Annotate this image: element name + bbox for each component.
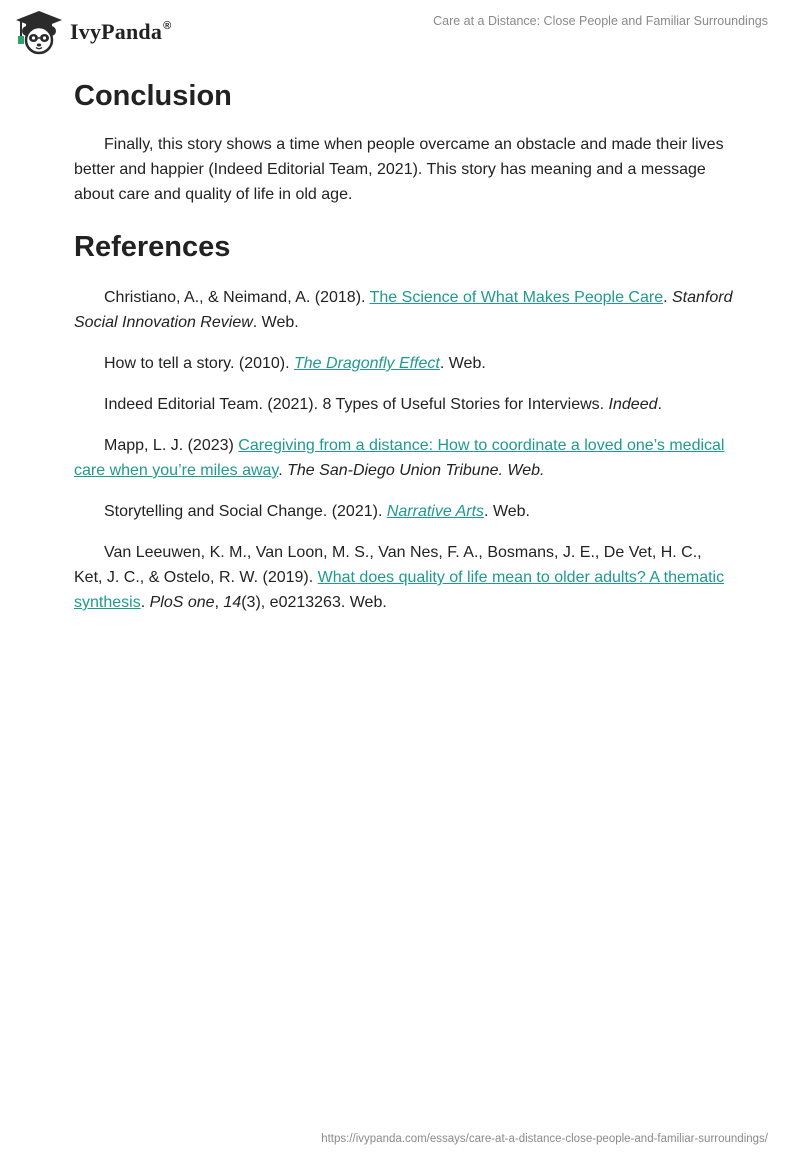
- reference-link[interactable]: The Science of What Makes People Care: [369, 289, 664, 306]
- reference-item: Storytelling and Social Change. (2021). Narrative Arts. Web.: [104, 503, 530, 520]
- reference-item: How to tell a story. (2010). The Dragonfly Effect. Web.: [104, 355, 486, 372]
- reference-link[interactable]: Caregiving from a distance: How to coordinate a loved one’s medical care when you’re miles away: [74, 437, 725, 479]
- conclusion-paragraph: Finally, this story shows a time when people overcame an obstacle and made their lives better and happier (Indeed Editorial Team, 2021). This story has meaning and a message about care and quality of life in old age.: [74, 136, 724, 203]
- reference-item: Van Leeuwen, K. M., Van Loon, M. S., Van Nes, F. A., Bosmans, J. E., De Vet, H. C., Ket, J. C., & Ostelo, R. W. (2019). What does quality of life mean to older adults? A thematic synthesis. PloS one, 14(3), e0213263. Web.: [74, 544, 725, 611]
- reference-item: Mapp, L. J. (2023) Caregiving from a distance: How to coordinate a loved one’s medical care when you’re miles away. The San-Diego Union Tribune. Web.: [74, 437, 725, 479]
- references-heading: References: [74, 231, 231, 263]
- brand-logo[interactable]: [14, 8, 171, 56]
- essay-content: [74, 70, 734, 615]
- brand-name: IvyPanda®: [70, 19, 172, 44]
- reference-link[interactable]: The Dragonfly Effect: [294, 355, 440, 372]
- conclusion-heading: Conclusion: [74, 80, 232, 112]
- reference-link[interactable]: Narrative Arts: [386, 503, 485, 520]
- journal-title: Stanford Social Innovation Review: [74, 289, 733, 331]
- document-title: Care at a Distance: Close People and Familiar Surroundings: [433, 14, 768, 28]
- reference-item: Christiano, A., & Neimand, A. (2018). The Science of What Makes People Care. Stanford Social Innovation Review. Web.: [74, 289, 733, 331]
- journal-title: PloS one: [149, 594, 215, 611]
- reference-link[interactable]: What does quality of life mean to older adults? A thematic synthesis: [74, 569, 725, 611]
- journal-title: Indeed: [608, 396, 658, 413]
- source-url: https://ivypanda.com/essays/care-at-a-distance-close-people-and-familiar-surroundings/: [321, 1133, 768, 1145]
- journal-title: The San-Diego Union Tribune. Web.: [287, 462, 545, 479]
- journal-volume: 14: [223, 594, 242, 611]
- panda-graduate-icon: [14, 9, 64, 55]
- reference-item: Indeed Editorial Team. (2021). 8 Types of Useful Stories for Interviews. Indeed.: [104, 396, 662, 413]
